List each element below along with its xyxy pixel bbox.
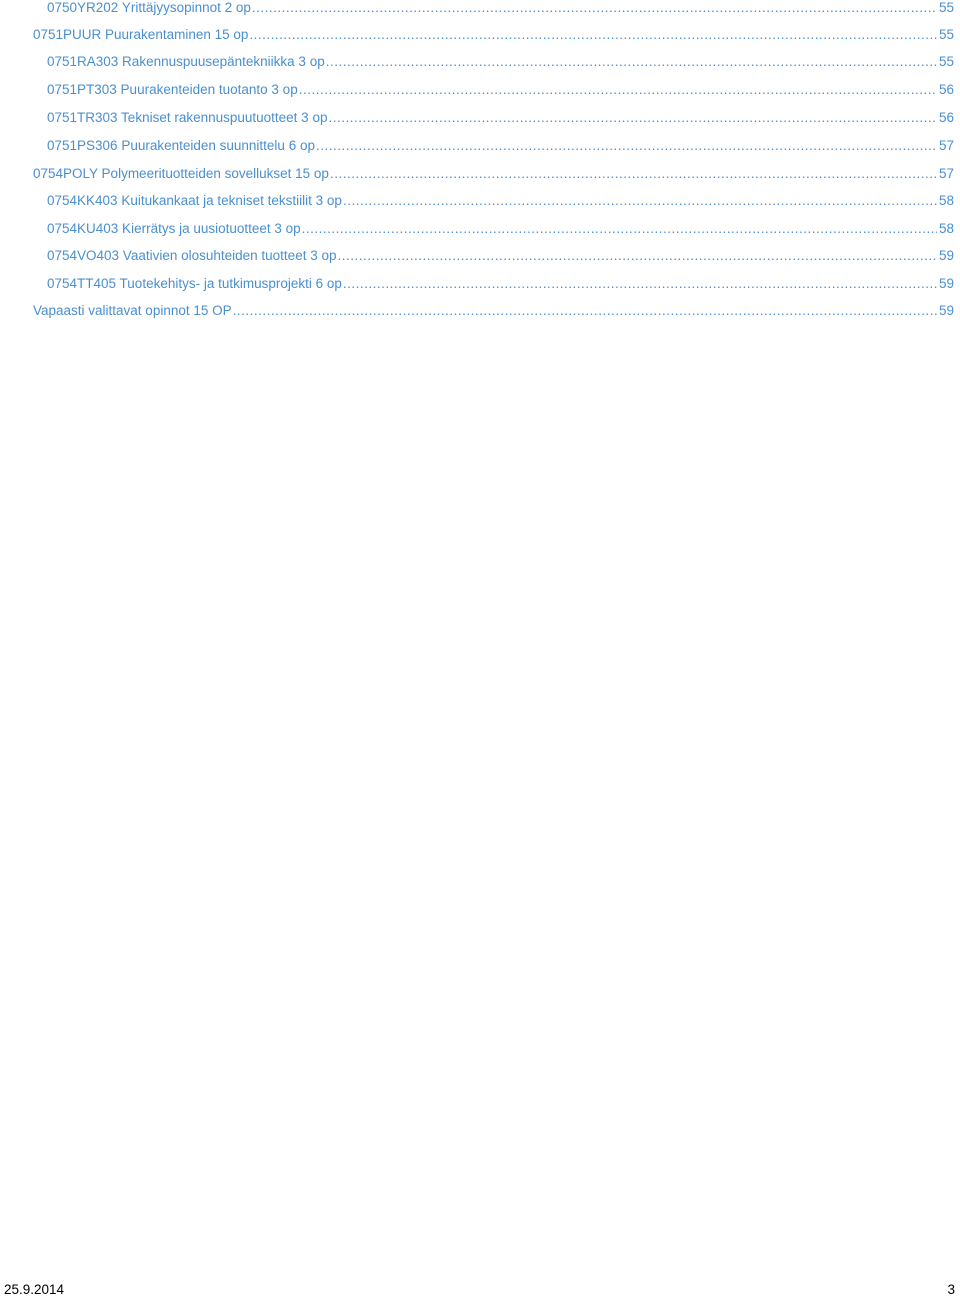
toc-dot-leader — [343, 274, 937, 294]
toc-entry-title: 0751PUUR Puurakentaminen 15 op — [33, 27, 249, 42]
toc-dot-leader — [302, 219, 937, 239]
toc-entry-page: 59 — [938, 248, 954, 263]
toc-entry-title: 0754KK403 Kuitukankaat ja tekniset tekstiilit 3 op — [47, 193, 342, 208]
footer-page-number: 3 — [947, 1282, 955, 1297]
toc-dot-leader — [316, 136, 937, 156]
toc-dot-leader — [343, 191, 937, 211]
toc-dot-leader — [330, 164, 937, 184]
toc-entry-page: 58 — [938, 193, 954, 208]
toc-entry[interactable] — [47, 219, 954, 239]
toc-dot-leader — [252, 0, 937, 18]
toc-entry-title: 0754KU403 Kierrätys ja uusiotuotteet 3 op — [47, 221, 301, 236]
toc-entry[interactable] — [47, 52, 954, 72]
toc-entry-title: 0751PT303 Puurakenteiden tuotanto 3 op — [47, 82, 298, 97]
toc-entry[interactable] — [47, 80, 954, 100]
footer-date: 25.9.2014 — [4, 1282, 65, 1297]
toc-entry-title: 0754POLY Polymeerituotteiden sovellukset 15 op — [33, 166, 329, 181]
toc-dot-leader — [337, 246, 936, 266]
toc-entry-page: 55 — [938, 27, 954, 42]
toc-dot-leader — [249, 25, 937, 45]
toc-entry-page: 59 — [938, 276, 954, 291]
toc-entry-title: Vapaasti valittavat opinnot 15 OP — [33, 303, 232, 318]
toc-dot-leader — [326, 52, 937, 72]
toc-entry-title: 0751PS306 Puurakenteiden suunnittelu 6 op — [47, 138, 315, 153]
toc-entry-page: 58 — [938, 221, 954, 236]
toc-entry-page: 56 — [938, 82, 954, 97]
toc-entry[interactable] — [47, 191, 954, 211]
toc-entry[interactable] — [33, 25, 954, 45]
toc-entry-page: 55 — [938, 0, 954, 15]
toc-entry-page: 59 — [938, 303, 954, 318]
toc-entry-title: 0754VO403 Vaativien olosuhteiden tuotteet 3 op — [47, 248, 337, 263]
toc-dot-leader — [299, 80, 937, 100]
toc-entry[interactable] — [47, 246, 954, 266]
toc-entry[interactable] — [33, 301, 954, 321]
toc-entry-title: 0750YR202 Yrittäjyysopinnot 2 op — [47, 0, 251, 15]
page-footer — [0, 1280, 960, 1300]
toc-entry-title: 0751RA303 Rakennuspuusepäntekniikka 3 op — [47, 54, 325, 69]
toc-entry[interactable] — [33, 164, 954, 184]
toc-entry-page: 56 — [938, 110, 954, 125]
toc-entry[interactable] — [47, 108, 954, 128]
toc-dot-leader — [328, 108, 937, 128]
toc-entry-title: 0754TT405 Tuotekehitys- ja tutkimusprojekti 6 op — [47, 276, 342, 291]
toc-entry[interactable] — [47, 136, 954, 156]
toc-entry-page: 57 — [938, 166, 954, 181]
toc-entry[interactable] — [47, 274, 954, 294]
toc-entry[interactable] — [47, 0, 954, 18]
toc-entry-page: 57 — [938, 138, 954, 153]
toc-entry-page: 55 — [938, 54, 954, 69]
toc-entry-title: 0751TR303 Tekniset rakennuspuutuotteet 3 op — [47, 110, 328, 125]
toc-dot-leader — [233, 301, 937, 321]
